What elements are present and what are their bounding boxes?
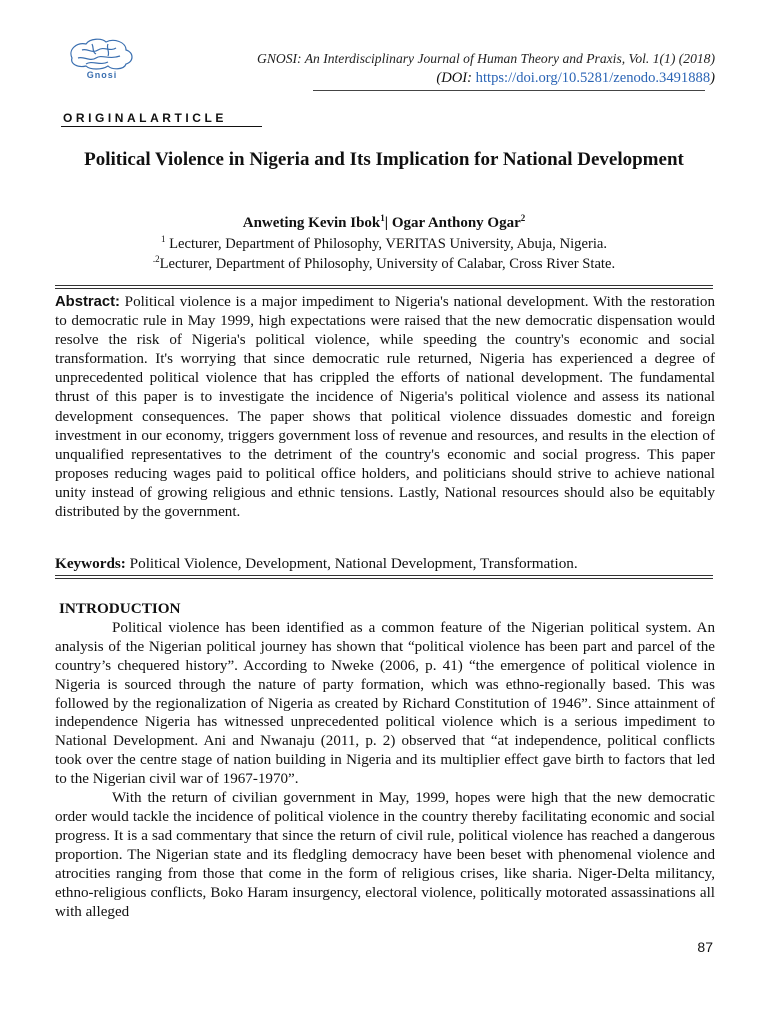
abstract xyxy=(55,293,715,522)
author-2: Ogar Anthony Ogar xyxy=(391,215,521,231)
keywords-rule-1 xyxy=(55,575,713,576)
affiliation-2-marker: .2 xyxy=(152,254,160,265)
affiliation-1 xyxy=(60,236,708,253)
abstract-top-rule-1 xyxy=(55,285,713,286)
affiliation-1-text: Lecturer, Department of Philosophy, VERITAS University, Abuja, Nigeria. xyxy=(165,236,607,252)
article-title: Political Violence in Nigeria and Its Implication for National Development xyxy=(84,149,684,170)
abstract-top-rule-2 xyxy=(55,288,713,289)
author-separator: | xyxy=(384,215,392,231)
abstract-label: Abstract: xyxy=(55,294,120,310)
keywords-label: Keywords: xyxy=(55,555,126,572)
doi-prefix: (DOI: xyxy=(436,70,476,86)
page-number: 87 xyxy=(697,939,713,955)
introduction-section xyxy=(55,600,715,921)
logo-text: Gnosi xyxy=(86,70,118,80)
author-2-marker: 2 xyxy=(520,213,526,223)
author-1: Anweting Kevin Ibok xyxy=(242,215,381,231)
author-line xyxy=(60,215,708,232)
abstract-text: Political violence is a major impediment to Nigeria's national development. With the restoration to democratic rule in May 1999, high expectations were raised that the new democratic dispensation would resolve the risk of Nigeria's political violence, while speeding the country's economic and social transformation. It's worrying that since democratic rule returned, Nigeria has experienced a degree of unprecedented political violence that has crippled the efforts of national development. The fundamental thrust of this paper is to investigate the incidence of Nigeria's political violence and assess its national development consequences. The paper shows that political violence dissuades domestic and foreign investment in our economy, triggers government loss of revenue and resources, and results in the election of unqualified representatives to the detriment of the country's economic and social progress. This paper proposes reducing wages paid to political office holders, and politicians should strive to achieve national unity instead of growing religious and ethnic tensions. Lastly, National resources should also be equitably distributed by the government. xyxy=(55,294,715,521)
introduction-heading: INTRODUCTION xyxy=(59,600,181,617)
introduction-paragraph-1: Political violence has been identified as a common feature of the Nigerian political system. An analysis of the Nigerian political journey has shown that “political violence has been part and parcel of the country’s chequered history”. According to Nweke (2006, p. 41) “the emergence of political violence in Nigeria is sourced through the nature of party formation, which was ethno-regionally based. This was followed by the regionalization of Nigeria as created by Richard Constitution of 1946”. Since attainment of independence Nigeria has witnessed unprecedented political violence which is a serious impediment to National Development. Ani and Nwanaju (2011, p. 2) observed that “at independence, political conflicts took over the centre stage of nation building in Nigeria and its multiplier effect gave birth to factors that led to the Nigerian civil war of 1967-1970”. xyxy=(55,619,715,788)
doi-line xyxy=(300,70,715,87)
affiliation-1-marker: 1 xyxy=(160,234,166,245)
header-divider xyxy=(313,90,705,91)
keywords xyxy=(55,555,715,573)
introduction-paragraph-2: With the return of civilian government in May, 1999, hopes were high that the new democratic order would tackle the incidence of political violence in the country thereby facilitating economic and social progress. It is a sad commentary that since the return of civil rule, political violence has reached a dangerous proportion. The Nigerian state and its fledgling democracy have been beset with phenomenal violence and atrocities ranging from those that come in the form of religious crises, like sharia. Niger-Delta militancy, ethno-religious conflicts, Boko Haram insurgency, electoral violence, politically motorated assassinations all with alleged xyxy=(55,790,715,920)
journal-logo xyxy=(62,36,142,82)
affiliation-2 xyxy=(60,256,708,273)
article-type-label: ORIGINALARTICLE xyxy=(63,111,227,125)
keywords-rule-2 xyxy=(55,578,713,579)
keywords-text: Political Violence, Development, National Development, Transformation. xyxy=(125,555,578,572)
doi-link[interactable]: https://doi.org/10.5281/zenodo.3491888 xyxy=(475,70,711,86)
article-type-underline xyxy=(61,126,262,127)
author-1-marker: 1 xyxy=(380,213,385,223)
journal-citation: GNOSI: An Interdisciplinary Journal of Human Theory and Praxis, Vol. 1(1) (2018) xyxy=(257,51,715,66)
affiliation-2-text: Lecturer, Department of Philosophy, University of Calabar, Cross River State. xyxy=(159,256,616,272)
doi-suffix: ) xyxy=(710,70,715,86)
brain-logo-icon xyxy=(62,36,142,82)
